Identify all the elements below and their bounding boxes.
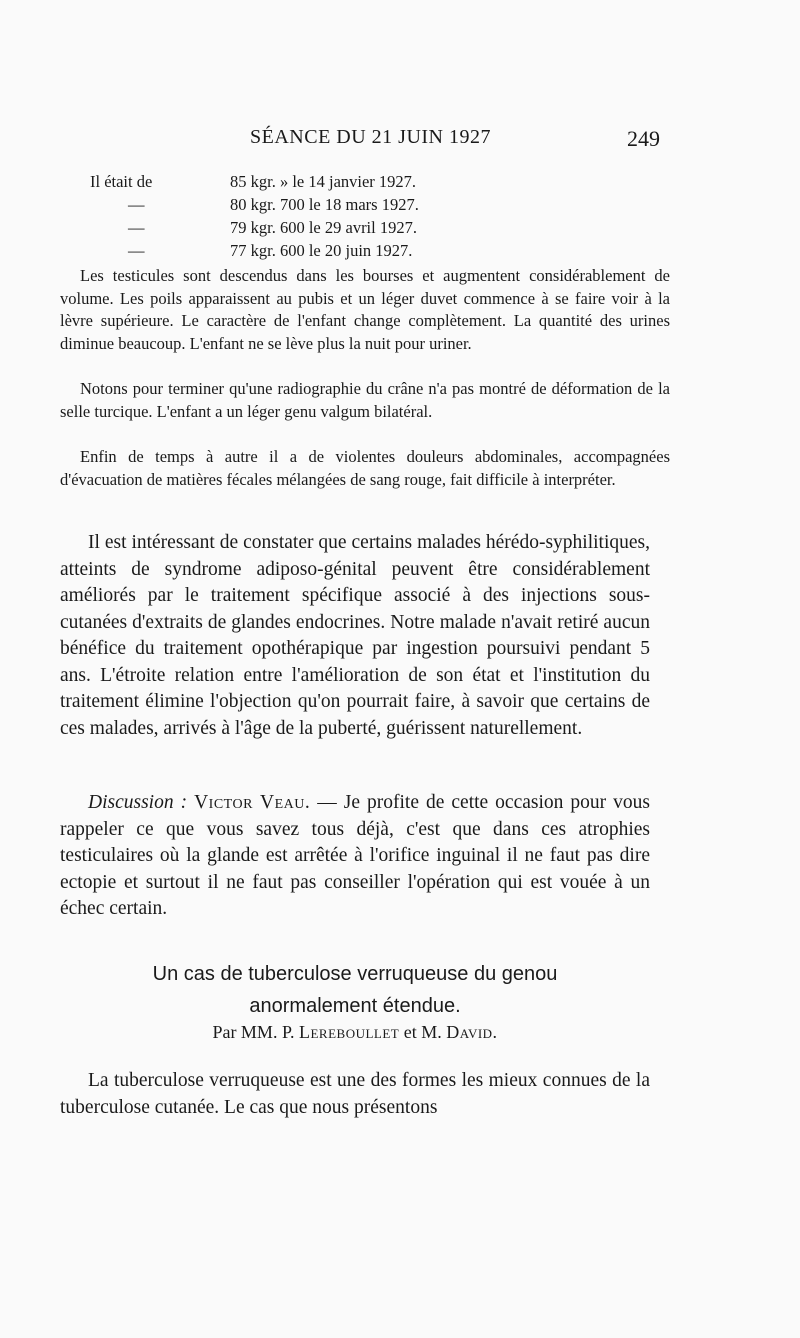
paragraph-testicules: Les testicules sont descendus dans les bourses et augmentent considérablement de volume. Les poils apparaissent au pubis et un léger duvet commence à se faire voir à la lèvre supérieure. Le caractère de l'enfant change complètement. La quantité des urines diminue beaucoup. L'enfant ne se lève plus la nuit pour uriner. [60, 266, 670, 353]
weight-list [90, 170, 650, 262]
paragraph-douleurs: Enfin de temps à autre il a de violentes douleurs abdominales, accompagnées d'évacuation de matières fécales mélangées de sang rouge, fait difficile à interpréter. [60, 447, 670, 489]
authors-and: et M. [403, 1022, 442, 1042]
running-head: SÉANCE DU 21 JUIN 1927 [250, 126, 491, 148]
weight-row [90, 170, 650, 193]
discussion-speaker: Victor Veau. [194, 792, 311, 813]
page-number: 249 [627, 126, 660, 151]
weight-value: 77 kgr. 600 le 20 juin 1927. [230, 241, 413, 260]
article-title-line1: Un cas de tuberculose verruqueuse du genou [152, 963, 558, 985]
article-title [60, 958, 650, 1022]
weight-row [90, 239, 650, 262]
weight-row [90, 193, 650, 216]
weight-value: 80 kgr. 700 le 18 mars 1927. [230, 195, 419, 214]
page-header [60, 126, 660, 156]
article-title-line2: anormalement étendue. [249, 995, 461, 1017]
authors-by: Par MM. P. [212, 1022, 295, 1042]
weight-label: — [128, 241, 145, 260]
paragraph-conclusion: Il est intéressant de constater que certains malades hérédo-syphilitiques, atteints de syndrome adiposo-génital peuvent être considérablement améliorés par le traitement spécifique associé à des injections sous-cutanées d'extraits de glandes endocrines. Notre malade n'avait retiré aucun bénéfice du traitement opothérapique par ingestion poursuivi pendant 5 ans. L'étroite relation entre l'amélioration de son état et l'institution du traitement élimine l'objection qu'on pourrait faire, à savoir que certains de ces malades, arrivés à l'âge de la puberté, guérissent naturellement. [60, 532, 650, 739]
weight-row [90, 216, 650, 239]
author-david: David. [446, 1022, 498, 1042]
weight-value: 85 kgr. » le 14 janvier 1927. [230, 172, 417, 191]
discussion-label: Discussion : [88, 792, 188, 813]
discussion-text: — Je profite de cette occasion pour vous rappeler ce que vous savez tous déjà, c'est que dans ces atrophies testiculaires où la glande est arrêtée à l'orifice inguinal il ne faut pas dire ectopie et surtout il ne faut pas conseiller l'opération qui est vouée à un échec certain. [60, 792, 650, 919]
author-lereboullet: Lereboullet [298, 1022, 400, 1042]
paragraph-radiographie: Notons pour terminer qu'une radiographie du crâne n'a pas montré de déformation de la selle turcique. L'enfant a un léger genu valgum bilatéral. [60, 379, 670, 421]
weight-label: — [128, 195, 145, 214]
weight-label: — [128, 218, 145, 237]
article-authors [60, 1022, 650, 1043]
discussion-paragraph [60, 790, 650, 923]
paragraph-article-opening: La tuberculose verruqueuse est une des formes les mieux connues de la tuberculose cutanée. Le cas que nous présentons [60, 1070, 650, 1118]
weight-value: 79 kgr. 600 le 29 avril 1927. [230, 218, 417, 237]
weight-label: Il était de [90, 172, 153, 191]
